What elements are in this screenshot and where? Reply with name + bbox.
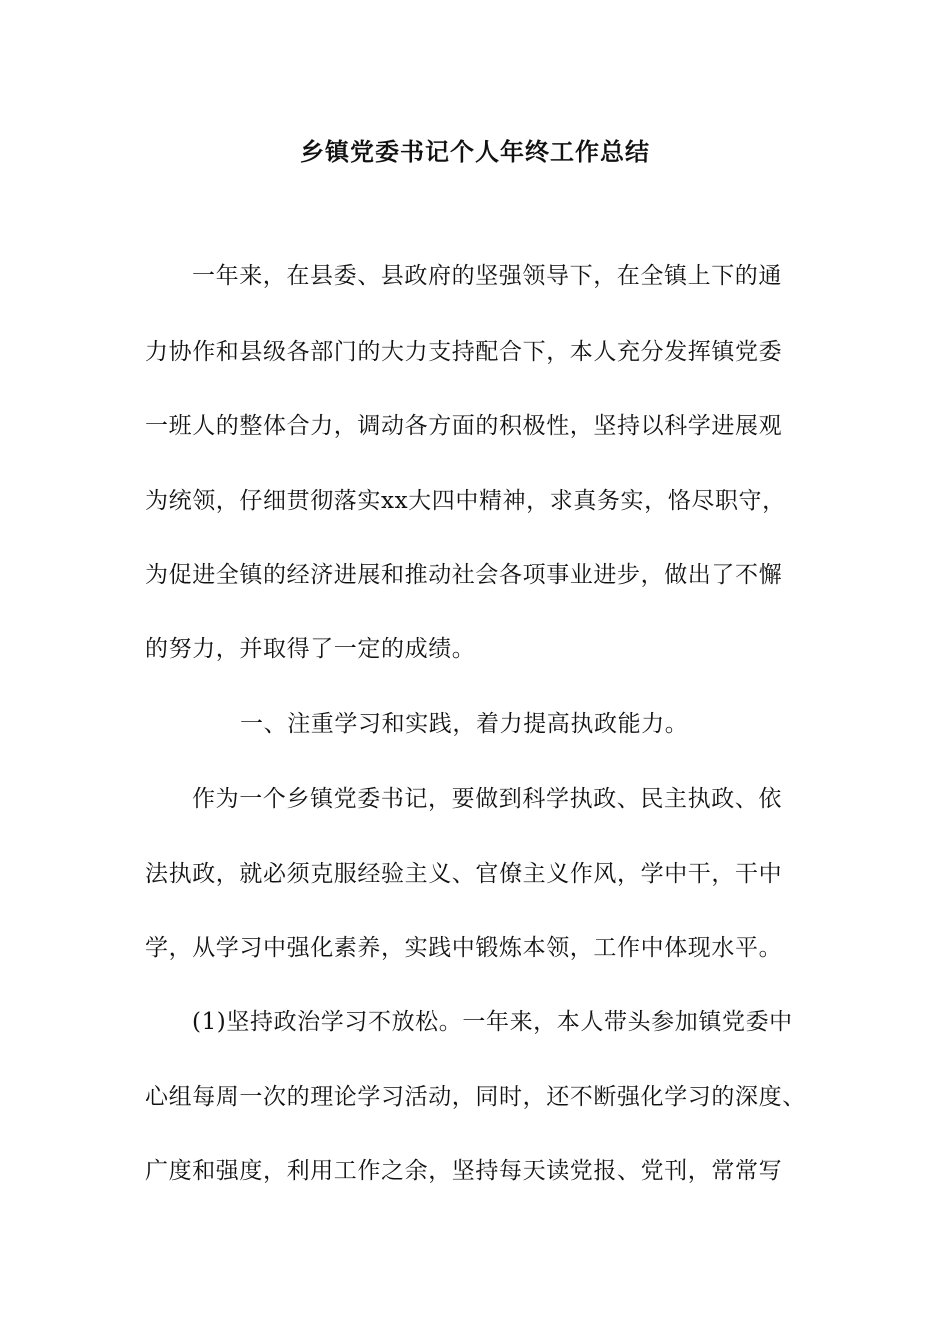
paragraph-line: 心组每周一次的理论学习活动，同时，还不断强化学习的深度、: [145, 1084, 806, 1110]
paragraph-line: (1)坚持政治学习不放松。一年来，本人带头参加镇党委中: [192, 1009, 793, 1035]
paragraph-line: 广度和强度，利用工作之余，坚持每天读党报、党刊，常常写: [145, 1158, 783, 1184]
paragraph-line: 一班人的整体合力，调动各方面的积极性，坚持以科学进展观: [145, 413, 783, 439]
paragraph-line: 为统领，仔细贯彻落实xx大四中精神，求真务实，恪尽职守，: [145, 488, 786, 514]
paragraph-line: 力协作和县级各部门的大力支持配合下，本人充分发挥镇党委: [145, 339, 783, 365]
paragraph-line: 作为一个乡镇党委书记，要做到科学执政、民主执政、依: [192, 786, 782, 812]
paragraph-line: 学，从学习中强化素养，实践中锻炼本领，工作中体现水平。: [145, 935, 783, 961]
paragraph-line: 法执政，就必须克服经验主义、官僚主义作风，学中干，干中: [145, 861, 783, 887]
document-title: 乡镇党委书记个人年终工作总结: [300, 137, 650, 166]
section-heading: 一、注重学习和实践，着力提高执政能力。: [240, 711, 689, 737]
paragraph-line: 一年来，在县委、县政府的坚强领导下，在全镇上下的通: [192, 263, 782, 289]
paragraph-line: 为促进全镇的经济进展和推动社会各项事业进步，做出了不懈: [145, 562, 783, 588]
paragraph-line: 的努力，并取得了一定的成绩。: [145, 636, 476, 662]
